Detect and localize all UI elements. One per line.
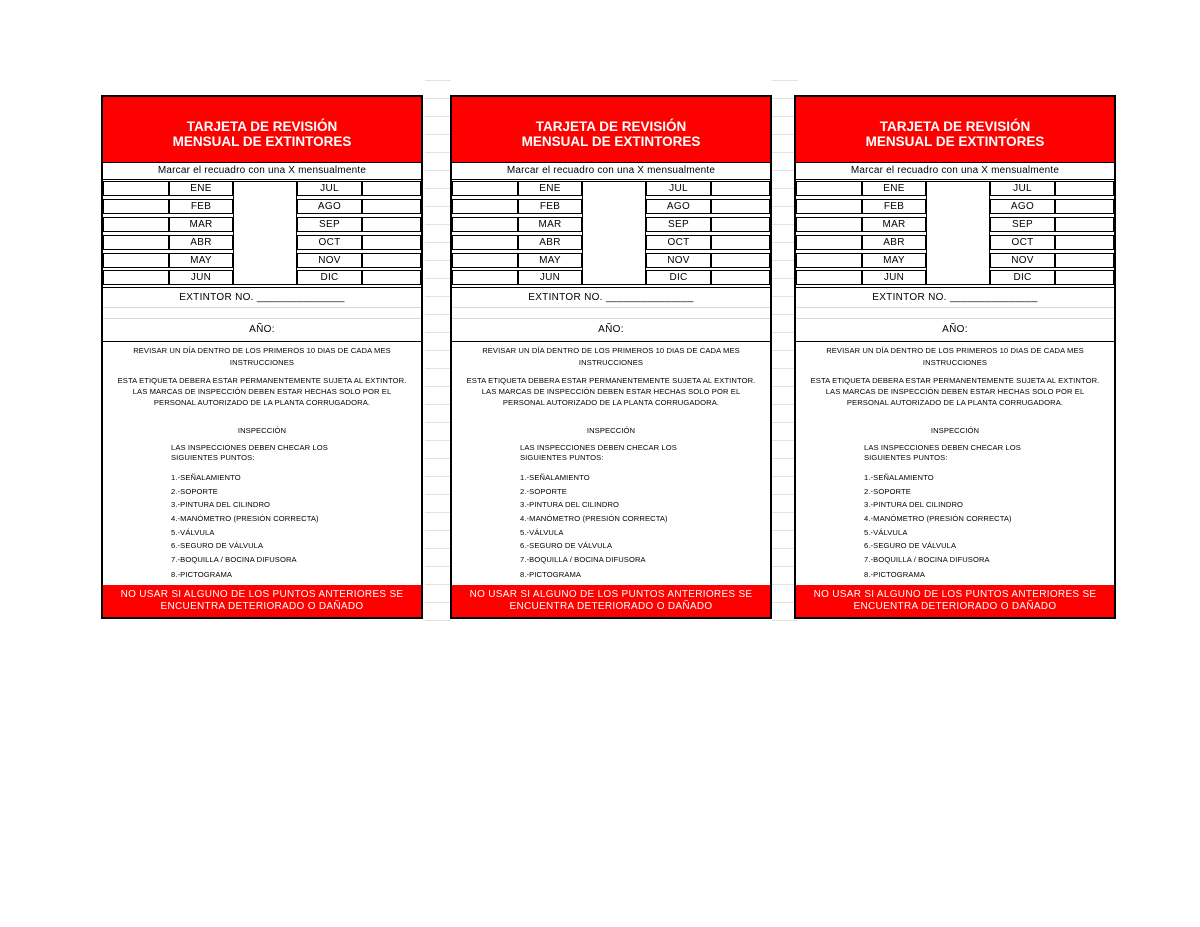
gap-line <box>425 350 451 351</box>
gap-line <box>425 584 451 585</box>
inspection-point: 8.-PICTOGRAMA <box>864 570 926 579</box>
gap-line <box>425 440 451 441</box>
inspection-card-1 <box>101 95 423 619</box>
month-row <box>103 269 421 287</box>
instructions-line: PERSONAL AUTORIZADO DE LA PLANTA CORRUGADORA. <box>846 398 1064 407</box>
card-body <box>103 342 421 620</box>
month-check-box[interactable] <box>452 235 518 250</box>
gap-line <box>425 332 451 333</box>
inspection-point: 4.-MANÓMETRO (PRESIÓN CORRECTA) <box>864 514 1012 523</box>
review-note: REVISAR UN DÍA DENTRO DE LOS PRIMEROS 10 DIAS DE CADA MES <box>826 346 1084 355</box>
inspection-point: 3.-PINTURA DEL CILINDRO <box>520 500 620 509</box>
month-row <box>796 216 1114 234</box>
month-row <box>452 269 770 287</box>
gap-line <box>425 116 451 117</box>
month-check-box[interactable] <box>362 199 421 214</box>
gap-line <box>425 458 451 459</box>
inspection-card-2 <box>450 95 772 619</box>
month-check-box[interactable] <box>1055 199 1114 214</box>
inspection-point: 2.-SOPORTE <box>520 487 567 496</box>
inspection-point: 5.-VÁLVULA <box>864 528 908 537</box>
card-instruction: Marcar el recuadro con una X mensualmente <box>796 163 1114 180</box>
month-label: OCT <box>990 235 1055 250</box>
gap-line <box>425 206 451 207</box>
instructions-line: PERSONAL AUTORIZADO DE LA PLANTA CORRUGADORA. <box>153 398 371 407</box>
gap-line <box>425 602 451 603</box>
month-label: MAY <box>862 253 926 268</box>
inspection-intro-line: LAS INSPECCIONES DEBEN CHECAR LOS <box>864 443 1021 452</box>
gap-line <box>425 224 451 225</box>
month-row <box>452 198 770 216</box>
inspection-point: 7.-BOQUILLA / BOCINA DIFUSORA <box>171 555 297 564</box>
instructions-line: ESTA ETIQUETA DEBERA ESTAR PERMANENTEMENTE SUJETA AL EXTINTOR. <box>117 376 407 385</box>
inspection-point: 2.-SOPORTE <box>864 487 911 496</box>
gap-line <box>425 80 451 81</box>
month-label: ABR <box>169 235 233 250</box>
month-label: ABR <box>862 235 926 250</box>
month-row <box>452 234 770 252</box>
month-check-box[interactable] <box>796 235 862 250</box>
gap-line <box>425 422 451 423</box>
gap-line <box>425 242 451 243</box>
month-row <box>452 216 770 234</box>
instructions-line: PERSONAL AUTORIZADO DE LA PLANTA CORRUGADORA. <box>502 398 720 407</box>
month-label: ABR <box>518 235 582 250</box>
month-check-box[interactable] <box>103 181 169 196</box>
month-label: AGO <box>990 199 1055 214</box>
gap-line <box>425 548 451 549</box>
month-grid <box>103 180 421 288</box>
month-check-box[interactable] <box>362 181 421 196</box>
review-note: REVISAR UN DÍA DENTRO DE LOS PRIMEROS 10 DIAS DE CADA MES <box>482 346 740 355</box>
month-check-box[interactable] <box>103 253 169 268</box>
inspection-heading: INSPECCIÓN <box>237 426 287 435</box>
card-instruction: Marcar el recuadro con una X mensualmente <box>103 163 421 180</box>
month-check-box[interactable] <box>362 270 421 285</box>
month-check-box[interactable] <box>796 199 862 214</box>
month-row <box>796 198 1114 216</box>
month-check-box[interactable] <box>1055 235 1114 250</box>
month-row <box>103 198 421 216</box>
month-label: ENE <box>169 181 233 196</box>
instructions-heading: INSTRUCCIONES <box>922 358 988 367</box>
inspection-point: 7.-BOQUILLA / BOCINA DIFUSORA <box>864 555 990 564</box>
month-label: MAY <box>169 253 233 268</box>
gap-line <box>425 368 451 369</box>
month-check-box[interactable] <box>711 270 770 285</box>
month-label: ENE <box>518 181 582 196</box>
month-label: JUN <box>169 270 233 285</box>
month-label: NOV <box>990 253 1055 268</box>
card-title: TARJETA DE REVISIÓN MENSUAL DE EXTINTORES <box>452 97 770 163</box>
month-check-box[interactable] <box>452 270 518 285</box>
gap-line <box>425 278 451 279</box>
gap-line <box>425 314 451 315</box>
card-title: TARJETA DE REVISIÓN MENSUAL DE EXTINTORES <box>796 97 1114 163</box>
month-label: AGO <box>646 199 711 214</box>
month-check-box[interactable] <box>796 181 862 196</box>
inspection-point: 6.-SEGURO DE VÁLVULA <box>864 541 957 550</box>
month-check-box[interactable] <box>711 253 770 268</box>
inspection-point: 1.-SEÑALAMIENTO <box>171 473 241 482</box>
month-row <box>103 216 421 234</box>
gap-line <box>425 170 451 171</box>
card-body <box>452 342 770 620</box>
month-check-box[interactable] <box>103 235 169 250</box>
month-label: ENE <box>862 181 926 196</box>
inspection-point: 3.-PINTURA DEL CILINDRO <box>171 500 271 509</box>
inspection-point: 4.-MANÓMETRO (PRESIÓN CORRECTA) <box>171 514 319 523</box>
month-label: OCT <box>646 235 711 250</box>
gap-line <box>425 260 451 261</box>
extinguisher-number-field[interactable]: EXTINTOR NO. _______________ <box>796 288 1114 308</box>
month-label: JUL <box>297 181 362 196</box>
month-row <box>796 180 1114 198</box>
instructions-heading: INSTRUCCIONES <box>229 358 295 367</box>
month-row <box>796 234 1114 252</box>
inspection-intro-line: SIGUIENTES PUNTOS: <box>864 453 948 462</box>
gap-line <box>772 620 798 621</box>
month-check-box[interactable] <box>796 217 862 232</box>
month-label: MAR <box>862 217 926 232</box>
inspection-point: 6.-SEGURO DE VÁLVULA <box>520 541 613 550</box>
inspection-intro-line: SIGUIENTES PUNTOS: <box>520 453 604 462</box>
month-check-box[interactable] <box>711 235 770 250</box>
month-label: OCT <box>297 235 362 250</box>
month-check-box[interactable] <box>711 217 770 232</box>
month-label: DIC <box>646 270 711 285</box>
gap-line <box>425 134 451 135</box>
inspection-heading: INSPECCIÓN <box>930 426 980 435</box>
month-check-box[interactable] <box>711 199 770 214</box>
month-check-box[interactable] <box>711 181 770 196</box>
month-check-box[interactable] <box>103 270 169 285</box>
month-check-box[interactable] <box>362 253 421 268</box>
month-label: NOV <box>297 253 362 268</box>
inspection-point: 8.-PICTOGRAMA <box>520 570 582 579</box>
month-label: SEP <box>990 217 1055 232</box>
month-check-box[interactable] <box>452 181 518 196</box>
month-check-box[interactable] <box>362 235 421 250</box>
month-label: JUN <box>518 270 582 285</box>
month-row <box>103 180 421 198</box>
instructions-line: LAS MARCAS DE INSPECCIÓN DEBEN ESTAR HECHAS SOLO POR EL <box>132 387 392 396</box>
gap-line <box>425 530 451 531</box>
month-check-box[interactable] <box>1055 253 1114 268</box>
month-label: AGO <box>297 199 362 214</box>
month-check-box[interactable] <box>796 270 862 285</box>
month-check-box[interactable] <box>1055 270 1114 285</box>
month-check-box[interactable] <box>362 217 421 232</box>
warning-banner: NO USAR SI ALGUNO DE LOS PUNTOS ANTERIORES SE ENCUENTRA DETERIORADO O DAÑADO <box>452 585 770 617</box>
inspection-point: 2.-SOPORTE <box>171 487 218 496</box>
month-check-box[interactable] <box>452 253 518 268</box>
month-label: SEP <box>297 217 362 232</box>
month-grid <box>452 180 770 288</box>
month-label: FEB <box>862 199 926 214</box>
month-check-box[interactable] <box>452 217 518 232</box>
month-check-box[interactable] <box>1055 217 1114 232</box>
gap-line <box>772 80 798 81</box>
instructions-line: ESTA ETIQUETA DEBERA ESTAR PERMANENTEMENTE SUJETA AL EXTINTOR. <box>466 376 756 385</box>
inspection-intro-line: LAS INSPECCIONES DEBEN CHECAR LOS <box>171 443 328 452</box>
gap-line <box>425 512 451 513</box>
year-field[interactable]: AÑO: <box>103 319 421 342</box>
month-row <box>103 252 421 270</box>
inspection-point: 8.-PICTOGRAMA <box>171 570 233 579</box>
month-label: MAR <box>169 217 233 232</box>
instructions-line: LAS MARCAS DE INSPECCIÓN DEBEN ESTAR HECHAS SOLO POR EL <box>481 387 741 396</box>
month-check-box[interactable] <box>452 199 518 214</box>
year-field[interactable]: AÑO: <box>452 319 770 342</box>
month-label: MAY <box>518 253 582 268</box>
card-instruction: Marcar el recuadro con una X mensualmente <box>452 163 770 180</box>
warning-banner: NO USAR SI ALGUNO DE LOS PUNTOS ANTERIORES SE ENCUENTRA DETERIORADO O DAÑADO <box>103 585 421 617</box>
month-label: MAR <box>518 217 582 232</box>
extinguisher-number-field[interactable]: EXTINTOR NO. _______________ <box>452 288 770 308</box>
month-label: SEP <box>646 217 711 232</box>
gap-line <box>425 152 451 153</box>
gap-line <box>425 494 451 495</box>
warning-banner: NO USAR SI ALGUNO DE LOS PUNTOS ANTERIORES SE ENCUENTRA DETERIORADO O DAÑADO <box>796 585 1114 617</box>
month-label: FEB <box>169 199 233 214</box>
month-label: DIC <box>297 270 362 285</box>
gap-line <box>425 296 451 297</box>
inspection-point: 5.-VÁLVULA <box>520 528 564 537</box>
instructions-heading: INSTRUCCIONES <box>578 358 644 367</box>
inspection-point: 4.-MANÓMETRO (PRESIÓN CORRECTA) <box>520 514 668 523</box>
month-label: FEB <box>518 199 582 214</box>
card-body <box>796 342 1114 620</box>
inspection-point: 6.-SEGURO DE VÁLVULA <box>171 541 264 550</box>
month-row <box>796 252 1114 270</box>
month-label: JUL <box>990 181 1055 196</box>
month-label: DIC <box>990 270 1055 285</box>
inspection-heading: INSPECCIÓN <box>586 426 636 435</box>
month-row <box>103 234 421 252</box>
month-label: JUN <box>862 270 926 285</box>
gap-line <box>425 620 451 621</box>
inspection-point: 1.-SEÑALAMIENTO <box>520 473 590 482</box>
month-check-box[interactable] <box>1055 181 1114 196</box>
review-note: REVISAR UN DÍA DENTRO DE LOS PRIMEROS 10 DIAS DE CADA MES <box>133 346 391 355</box>
spacer-row <box>103 308 421 319</box>
inspection-intro-line: SIGUIENTES PUNTOS: <box>171 453 255 462</box>
gap-line <box>425 98 451 99</box>
gap-line <box>425 404 451 405</box>
month-row <box>452 252 770 270</box>
gap-line <box>425 188 451 189</box>
spacer-row <box>796 308 1114 319</box>
month-label: JUL <box>646 181 711 196</box>
gap-line <box>425 476 451 477</box>
month-label: NOV <box>646 253 711 268</box>
inspection-point: 3.-PINTURA DEL CILINDRO <box>864 500 964 509</box>
inspection-point: 5.-VÁLVULA <box>171 528 215 537</box>
instructions-line: LAS MARCAS DE INSPECCIÓN DEBEN ESTAR HECHAS SOLO POR EL <box>825 387 1085 396</box>
inspection-point: 7.-BOQUILLA / BOCINA DIFUSORA <box>520 555 646 564</box>
month-check-box[interactable] <box>796 253 862 268</box>
month-grid <box>796 180 1114 288</box>
instructions-line: ESTA ETIQUETA DEBERA ESTAR PERMANENTEMENTE SUJETA AL EXTINTOR. <box>810 376 1100 385</box>
inspection-point: 1.-SEÑALAMIENTO <box>864 473 934 482</box>
spacer-row <box>452 308 770 319</box>
month-check-box[interactable] <box>103 199 169 214</box>
card-title: TARJETA DE REVISIÓN MENSUAL DE EXTINTORES <box>103 97 421 163</box>
gap-line <box>425 386 451 387</box>
inspection-intro-line: LAS INSPECCIONES DEBEN CHECAR LOS <box>520 443 677 452</box>
month-row <box>452 180 770 198</box>
month-row <box>796 269 1114 287</box>
inspection-card-3 <box>794 95 1116 619</box>
extinguisher-number-field[interactable]: EXTINTOR NO. _______________ <box>103 288 421 308</box>
month-check-box[interactable] <box>103 217 169 232</box>
gap-line <box>425 566 451 567</box>
card-gap-1 <box>425 80 451 620</box>
year-field[interactable]: AÑO: <box>796 319 1114 342</box>
